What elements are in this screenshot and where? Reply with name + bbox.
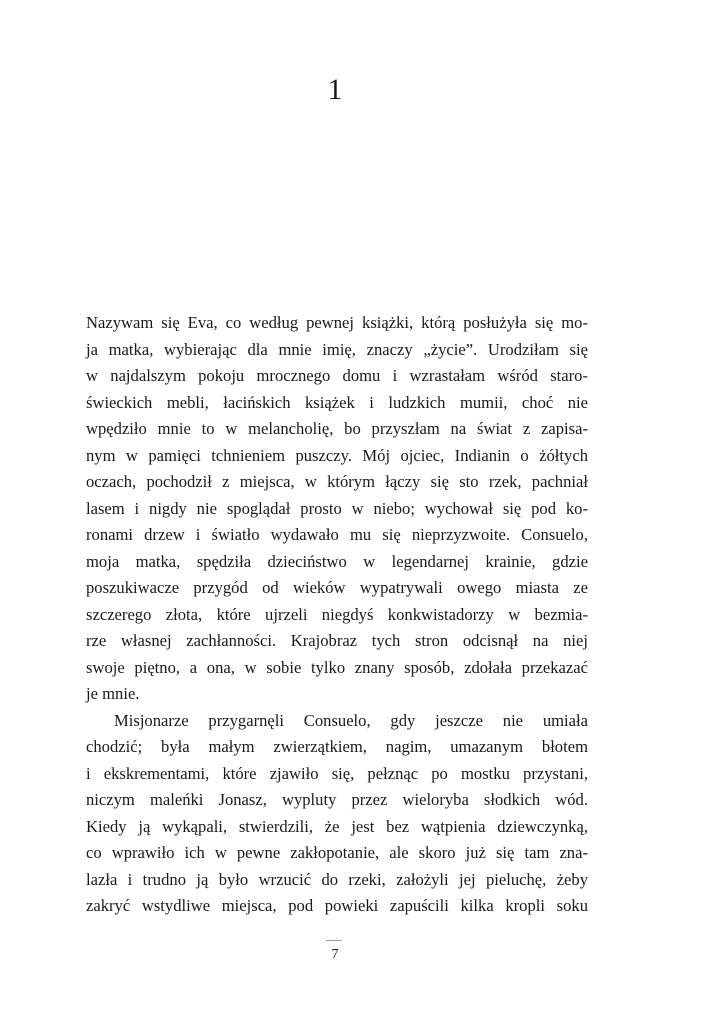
text-line: lazła i trudno ją było wrzucić do rzeki, założyli jej pieluchę, żeby (86, 869, 588, 889)
text-line: niczym maleńki Jonasz, wypluty przez wieloryba słodkich wód. (86, 790, 588, 809)
text-line: co wprawiło ich w pewne zakłopotanie, ale skoro już się tam zna- (86, 843, 588, 862)
text-line: nym w pamięci tchnieniem puszczy. Mój ojciec, Indianin o żółtych (86, 445, 588, 465)
text-line: ja matka, wybierając dla mnie imię, znaczy „życie”. Urodziłam się (86, 339, 588, 359)
page-number: 7 (331, 947, 339, 962)
text-line: Misjonarze przygarnęli Consuelo, gdy jeszcze nie umiała (114, 710, 588, 730)
text-line: szczerego złota, które ujrzeli niegdyś konkwistadorzy w bezmia- (86, 604, 588, 624)
text-line: je mnie. (86, 684, 140, 703)
folio-rule (326, 940, 342, 941)
text-line: Kiedy ją wykąpali, stwierdzili, że jest bez wątpienia dziewczynką, (86, 816, 588, 836)
text-line: ronami drzew i światło wydawało mu się nieprzyzwoite. Consuelo, (86, 525, 588, 544)
text-line: lasem i nigdy nie spoglądał prosto w niebo; wychował się pod ko- (86, 498, 588, 518)
text-line: rze własnej zachłanności. Krajobraz tych stron odcisnął na niej (86, 631, 588, 650)
chapter-number: 1 (327, 73, 343, 106)
body-text (86, 310, 588, 920)
text-line: swoje piętno, a ona, w sobie tylko znany sposób, zdołała przekazać (86, 657, 588, 677)
text-line: w najdalszym pokoju mrocznego domu i wzrastałam wśród staro- (86, 366, 588, 385)
text-line: zakryć wstydliwe miejsca, pod powieki zapuścili kilka kropli soku (86, 896, 588, 915)
text-line: Nazywam się Eva, co według pewnej książki, którą posłużyła się mo- (86, 313, 588, 332)
text-line: świeckich mebli, łacińskich książek i ludzkich mumii, choć nie (86, 392, 588, 412)
text-line: moja matka, spędziła dzieciństwo w legendarnej krainie, gdzie (86, 551, 588, 571)
text-line: chodzić; była małym zwierzątkiem, nagim, umazanym błotem (86, 737, 588, 756)
paragraph (86, 708, 588, 920)
text-line: poszukiwacze przygód od wieków wypatrywali owego miasta ze (86, 578, 588, 597)
text-line: wpędziło mnie to w melancholię, bo przyszłam na świat z zapisa- (86, 419, 588, 438)
paragraph (86, 310, 588, 708)
text-line: oczach, pochodził z miejsca, w którym łączy się sto rzek, pachniał (86, 472, 588, 491)
text-line: i ekskrementami, które zjawiło się, pełznąc po mostku przystani, (86, 763, 588, 783)
